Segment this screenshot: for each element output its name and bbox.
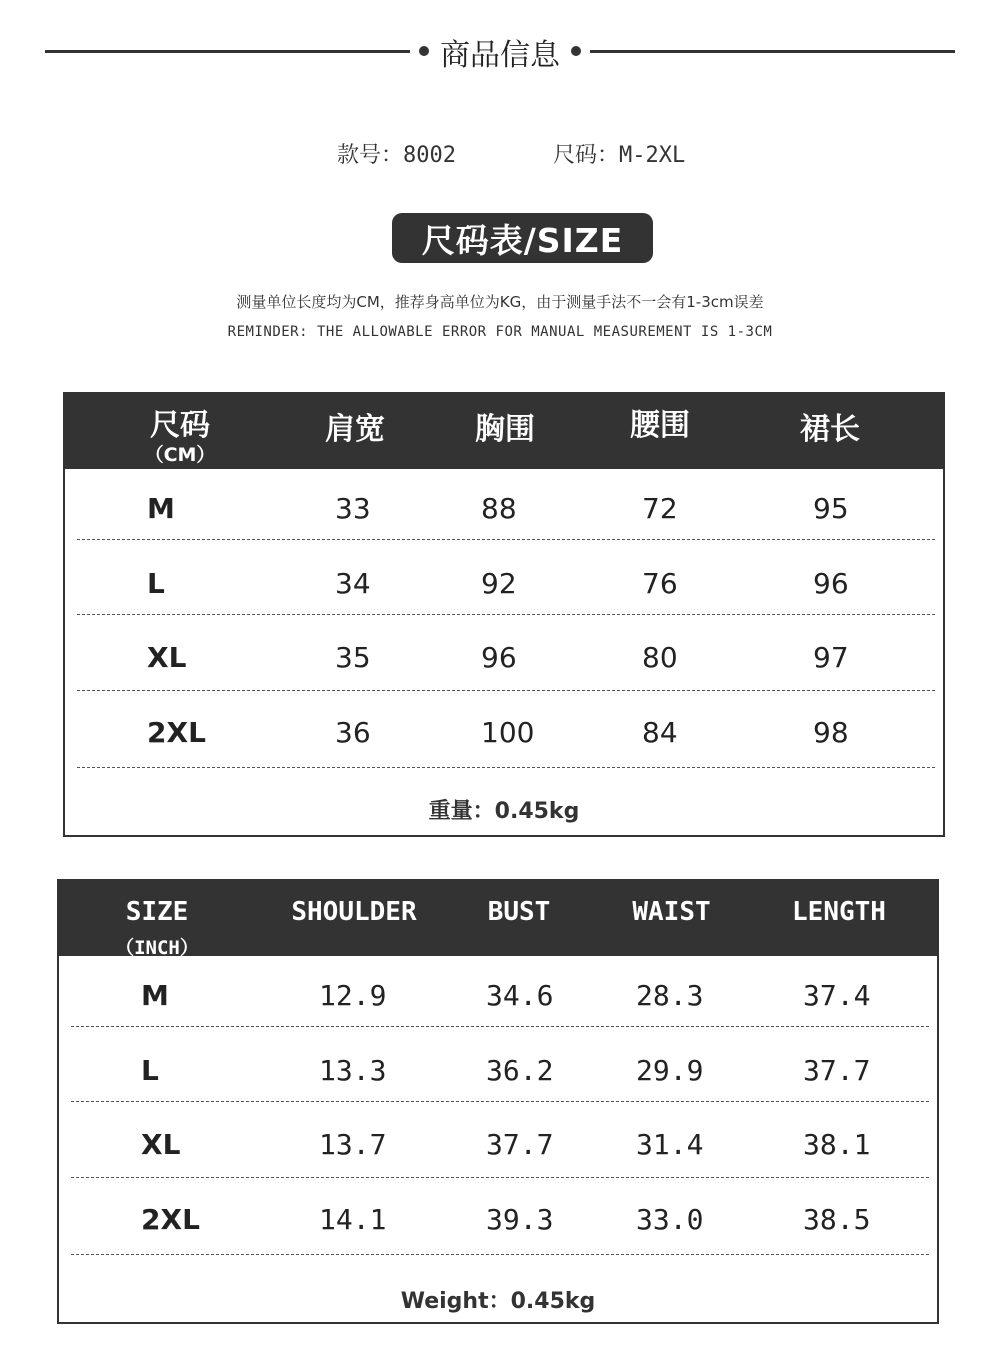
cell-length: 38.5 — [803, 1203, 871, 1236]
cell-waist: 28.3 — [636, 979, 704, 1012]
cell-shoulder: 33 — [335, 492, 371, 525]
page-title: 商品信息 — [440, 38, 560, 73]
table-header — [65, 394, 943, 469]
col-header-bust: 胸围 — [475, 412, 535, 447]
cell-length: 96 — [813, 567, 849, 600]
col-header-waist: WAIST — [632, 897, 711, 927]
cell-bust: 100 — [481, 716, 535, 749]
cell-size: M — [147, 492, 175, 525]
row-divider — [71, 1254, 929, 1255]
row-divider — [71, 1101, 929, 1102]
cell-waist: 33.0 — [636, 1203, 704, 1236]
col-header-shoulder: 肩宽 — [325, 412, 385, 447]
cell-bust: 39.3 — [486, 1203, 554, 1236]
cell-waist: 80 — [642, 641, 678, 674]
weight-label: 重量：0.45kg — [428, 799, 580, 824]
cell-length: 38.1 — [803, 1128, 871, 1161]
cell-size: XL — [141, 1128, 181, 1161]
row-divider — [71, 1177, 929, 1178]
col-header-size: 尺码 — [150, 408, 210, 443]
cell-size: 2XL — [141, 1203, 200, 1236]
cell-bust: 92 — [481, 567, 517, 600]
size-table-inch — [57, 879, 939, 1324]
col-unit: （INCH） — [115, 937, 199, 959]
cell-size: 2XL — [147, 716, 206, 749]
size-table-cm — [63, 392, 945, 837]
cell-length: 37.4 — [803, 979, 871, 1012]
cell-size: L — [141, 1054, 159, 1087]
cell-length: 37.7 — [803, 1054, 871, 1087]
cell-waist: 76 — [642, 567, 678, 600]
row-divider — [77, 767, 935, 768]
cell-length: 97 — [813, 641, 849, 674]
measurement-note-en: REMINDER: THE ALLOWABLE ERROR FOR MANUAL MEASUREMENT IS 1-3CM — [227, 324, 773, 340]
header-dot-left — [419, 46, 429, 56]
col-unit: （CM） — [144, 444, 216, 466]
cell-shoulder: 36 — [335, 716, 371, 749]
cell-waist: 31.4 — [636, 1128, 704, 1161]
cell-shoulder: 34 — [335, 567, 371, 600]
row-divider — [77, 539, 935, 540]
col-header-length: LENGTH — [792, 897, 886, 927]
row-divider — [77, 690, 935, 691]
cell-waist: 84 — [642, 716, 678, 749]
col-header-waist: 腰围 — [630, 408, 690, 443]
cell-size: L — [147, 567, 165, 600]
cell-bust: 96 — [481, 641, 517, 674]
col-header-shoulder: SHOULDER — [291, 897, 417, 927]
col-header-bust: BUST — [487, 897, 551, 927]
cell-shoulder: 14.1 — [319, 1203, 387, 1236]
cell-shoulder: 13.7 — [319, 1128, 387, 1161]
col-header-size: SIZE — [125, 897, 189, 927]
row-divider — [77, 614, 935, 615]
table-header — [59, 881, 937, 959]
style-number: 款号：8002 — [337, 143, 456, 168]
size-chart-badge: 尺码表/SIZE — [392, 213, 653, 263]
header-line-left — [45, 50, 410, 53]
cell-shoulder: 13.3 — [319, 1054, 387, 1087]
header-dot-right — [571, 46, 581, 56]
size-range: 尺码：M-2XL — [553, 143, 686, 168]
cell-length: 98 — [813, 716, 849, 749]
cell-waist: 29.9 — [636, 1054, 704, 1087]
cell-size: M — [141, 979, 169, 1012]
cell-size: XL — [147, 641, 187, 674]
cell-bust: 88 — [481, 492, 517, 525]
col-header-length: 裙长 — [800, 412, 860, 447]
cell-bust: 34.6 — [486, 979, 554, 1012]
weight-label: Weight：0.45kg — [400, 1289, 596, 1314]
row-divider — [71, 1026, 929, 1027]
cell-bust: 37.7 — [486, 1128, 554, 1161]
cell-shoulder: 12.9 — [319, 979, 387, 1012]
cell-length: 95 — [813, 492, 849, 525]
measurement-note-cn: 测量单位长度均为CM，推荐身高单位为KG，由于测量手法不一会有1-3cm误差 — [236, 293, 764, 311]
cell-bust: 36.2 — [486, 1054, 554, 1087]
header-line-right — [590, 50, 955, 53]
cell-waist: 72 — [642, 492, 678, 525]
cell-shoulder: 35 — [335, 641, 371, 674]
